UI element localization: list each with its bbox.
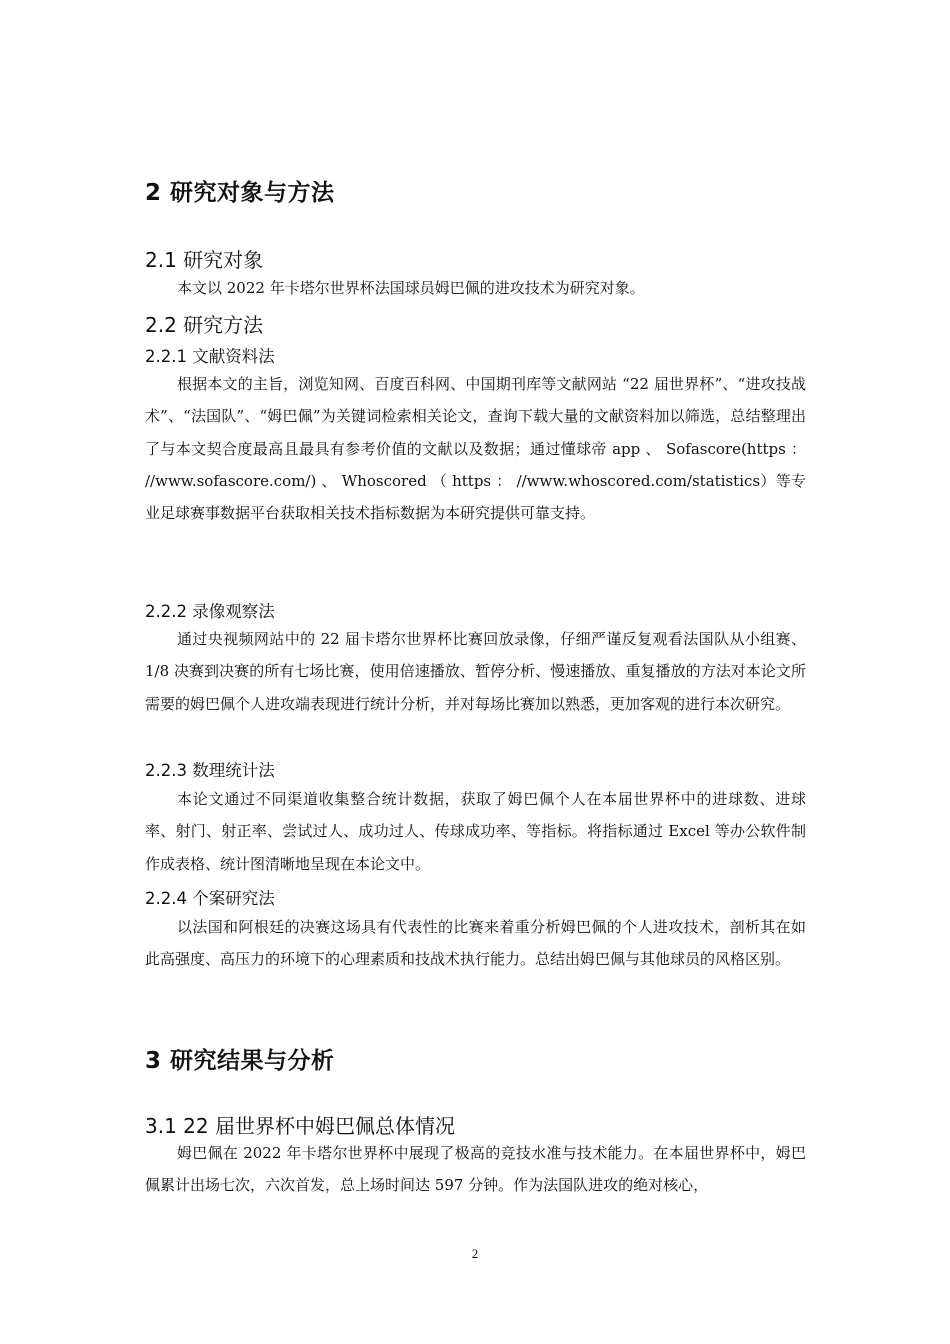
section-3-1-heading: 3.1 22 届世界杯中姆巴佩总体情况 [145, 1114, 455, 1138]
section-2-2-2-paragraph: 通过央视频网站中的 22 届卡塔尔世界杯比赛回放录像，仔细严谨反复观看法国队从小组赛、1/8 决赛到决赛的所有七场比赛，使用倍速播放、暂停分析、慢速播放、重复播放的方法对本论文所需要的姆巴佩个人进攻端表现进行统计分析，并对每场比赛加以熟悉，更加客观的进行本次研究。 [145, 630, 806, 713]
section-2-2-3-heading: 2.2.3 数理统计法 [145, 761, 275, 780]
page-number: 2 [471, 1246, 479, 1261]
section-2-1-heading: 2.1 研究对象 [145, 248, 264, 272]
section-2-1-paragraph: 本文以 2022 年卡塔尔世界杯法国球员姆巴佩的进攻技术为研究对象。 [177, 279, 645, 297]
section-2-2-1-heading: 2.2.1 文献资料法 [145, 347, 275, 366]
section-2-2-2-heading: 2.2.2 录像观察法 [145, 602, 275, 621]
section-2-2-3-paragraph: 本论文通过不同渠道收集整合统计数据，获取了姆巴佩个人在本届世界杯中的进球数、进球率、射门、射正率、尝试过人、成功过人、传球成功率、等指标。将指标通过 Excel 等办公软件制作成表格、统计图清晰地呈现在本论文中。 [145, 790, 806, 873]
section-3-1-paragraph: 姆巴佩在 2022 年卡塔尔世界杯中展现了极高的竞技水准与技术能力。在本届世界杯中，姆巴佩累计出场七次，六次首发，总上场时间达 597 分钟。作为法国队进攻的绝对核心， [145, 1144, 806, 1195]
section-2-2-4-paragraph: 以法国和阿根廷的决赛这场具有代表性的比赛来着重分析姆巴佩的个人进攻技术，剖析其在如此高强度、高压力的环境下的心理素质和技战术执行能力。总结出姆巴佩与其他球员的风格区别。 [145, 918, 806, 969]
section-2-2-heading: 2.2 研究方法 [145, 313, 264, 337]
section-2-2-1-paragraph: 根据本文的主旨，浏览知网、百度百科网、中国期刊库等文献网站 “22 届世界杯”、“进攻技战术”、“法国队”、“姆巴佩”为关键词检索相关论文，查询下载大量的文献资料加以筛选，总结整理出了与本文契合度最高且最具有参考价值的文献以及数据；通过懂球帝 app 、 Sofascore(https ： //www.sofascore.com/) 、 Whoscored （ https ： //www.whoscored.com/statistics）等专业足球赛事数据平台获取相关技术指标数据为本研究提供可靠支持。 [145, 375, 806, 523]
chapter-3-heading: 3 研究结果与分析 [145, 1048, 335, 1074]
section-2-2-4-heading: 2.2.4 个案研究法 [145, 889, 275, 908]
chapter-2-heading: 2 研究对象与方法 [145, 180, 335, 206]
